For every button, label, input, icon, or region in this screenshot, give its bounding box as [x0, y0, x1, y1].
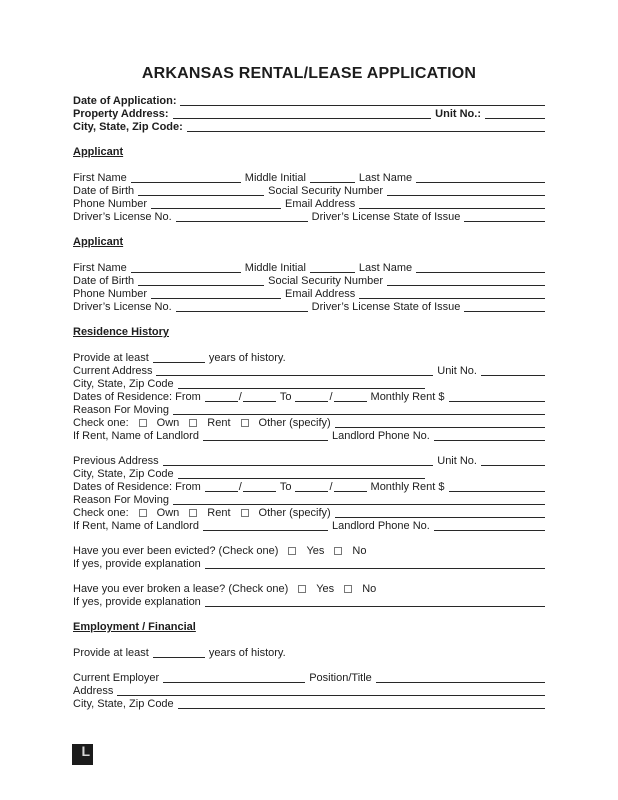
field-label: Monthly Rent $	[370, 391, 445, 403]
fill-line[interactable]	[176, 218, 308, 222]
field-label: Date of Application:	[73, 95, 177, 107]
checkbox[interactable]	[288, 547, 296, 555]
form-row	[73, 288, 545, 301]
form-row	[73, 545, 545, 558]
form-section	[73, 95, 545, 134]
field-label: Driver’s License No.	[73, 211, 172, 223]
fill-line[interactable]	[295, 398, 328, 402]
form-group	[73, 583, 545, 609]
fill-line[interactable]	[359, 295, 545, 299]
form-row	[73, 185, 545, 198]
form-section	[73, 236, 545, 314]
fill-line[interactable]	[138, 192, 264, 196]
field-label: Yes	[316, 583, 335, 595]
form-section	[73, 146, 545, 224]
form-row	[73, 211, 545, 224]
field-label: Other (specify)	[258, 417, 331, 429]
form-row	[73, 121, 545, 134]
fill-line[interactable]	[180, 102, 545, 106]
field-label: /	[329, 391, 333, 403]
form-row	[73, 391, 545, 404]
fill-line[interactable]	[173, 501, 545, 505]
checkbox[interactable]	[241, 509, 249, 517]
field-label: Monthly Rent $	[370, 481, 445, 493]
form-row	[73, 596, 545, 609]
form-group	[73, 352, 545, 443]
fill-line[interactable]	[334, 488, 367, 492]
fill-line[interactable]	[187, 128, 545, 132]
checkbox[interactable]	[189, 509, 197, 517]
fill-line[interactable]	[243, 488, 276, 492]
field-label: Phone Number	[73, 198, 147, 210]
field-label: Landlord Phone No.	[331, 430, 430, 442]
fill-line[interactable]	[205, 565, 545, 569]
fill-line[interactable]	[334, 398, 367, 402]
field-label: Property Address:	[73, 108, 169, 120]
fill-line[interactable]	[434, 527, 545, 531]
field-label: If yes, provide explanation	[73, 558, 201, 570]
field-label: Current Address	[73, 365, 153, 377]
field-label: City, State, Zip Code	[73, 698, 174, 710]
field-label: City, State, Zip Code	[73, 468, 174, 480]
form-row	[73, 583, 545, 596]
field-label: Unit No.	[437, 455, 477, 467]
field-label: Yes	[306, 545, 325, 557]
form-row	[73, 275, 545, 288]
field-label: Reason For Moving	[73, 404, 169, 416]
form-row	[73, 455, 545, 468]
field-label: No	[362, 583, 377, 595]
legal-templates-logo-icon	[72, 744, 93, 765]
form-row	[73, 95, 545, 108]
form-section	[73, 621, 545, 711]
field-label: Have you ever broken a lease? (Check one)	[73, 583, 289, 595]
form-row	[73, 365, 545, 378]
field-label: First Name	[73, 262, 127, 274]
field-label: /	[238, 481, 242, 493]
field-label: /	[238, 391, 242, 403]
field-label: Other (specify)	[258, 507, 331, 519]
field-label: Email Address	[285, 198, 356, 210]
form-row	[73, 172, 545, 185]
field-label: Driver’s License No.	[73, 301, 172, 313]
fill-line[interactable]	[203, 527, 328, 531]
fill-line[interactable]	[151, 205, 281, 209]
fill-line[interactable]	[173, 411, 545, 415]
form-section	[73, 326, 545, 609]
fill-line[interactable]	[151, 295, 281, 299]
fill-line[interactable]	[387, 192, 545, 196]
field-label: Address	[73, 685, 114, 697]
form-row	[73, 672, 545, 685]
fill-line[interactable]	[203, 437, 328, 441]
form-row	[73, 698, 545, 711]
field-label: First Name	[73, 172, 127, 184]
form-row	[73, 558, 545, 571]
field-label: Current Employer	[73, 672, 160, 684]
field-label: Last Name	[358, 262, 413, 274]
field-label: Have you ever been evicted? (Check one)	[73, 545, 279, 557]
fill-line[interactable]	[156, 372, 433, 376]
field-label: Middle Initial	[244, 172, 306, 184]
form-group	[73, 672, 545, 711]
fill-line[interactable]	[117, 692, 545, 696]
fill-line[interactable]	[205, 603, 545, 607]
form-row	[73, 647, 545, 660]
form-row	[73, 378, 545, 391]
form-row	[73, 494, 545, 507]
field-label: Provide at least	[73, 352, 149, 364]
field-label: Previous Address	[73, 455, 159, 467]
form-row	[73, 417, 545, 430]
field-label: To	[279, 481, 292, 493]
form-row	[73, 301, 545, 314]
page-title: ARKANSAS RENTAL/LEASE APPLICATION	[141, 65, 477, 82]
fill-line[interactable]	[359, 205, 545, 209]
form-row	[73, 468, 545, 481]
field-label: Date of Birth	[73, 275, 135, 287]
fill-line[interactable]	[176, 308, 308, 312]
field-label: Date of Birth	[73, 185, 135, 197]
field-label: Phone Number	[73, 288, 147, 300]
field-label: Unit No.	[437, 365, 477, 377]
field-label: City, State, Zip Code	[73, 378, 174, 390]
field-label: Dates of Residence: From	[73, 391, 201, 403]
fill-line[interactable]	[434, 437, 545, 441]
form-group	[73, 172, 545, 224]
fill-line[interactable]	[163, 462, 434, 466]
fill-line[interactable]	[205, 488, 238, 492]
field-label: Driver’s License State of Issue	[311, 301, 461, 313]
form-group	[73, 455, 545, 533]
field-label: To	[279, 391, 292, 403]
fill-line[interactable]	[376, 679, 545, 683]
fill-line[interactable]	[481, 372, 545, 376]
checkbox[interactable]	[241, 419, 249, 427]
fill-line[interactable]	[131, 179, 241, 183]
fill-line[interactable]	[464, 218, 545, 222]
section-heading: Residence History	[73, 326, 169, 338]
checkbox[interactable]	[334, 547, 342, 555]
fill-line[interactable]	[178, 475, 425, 479]
field-label: Social Security Number	[268, 185, 384, 197]
checkbox[interactable]	[344, 585, 352, 593]
fill-line[interactable]	[310, 269, 355, 273]
fill-line[interactable]	[138, 282, 264, 286]
field-label: Check one:	[73, 507, 129, 519]
field-label: /	[329, 481, 333, 493]
fill-line[interactable]	[178, 385, 425, 389]
fill-line[interactable]	[449, 398, 545, 402]
field-label: Landlord Phone No.	[331, 520, 430, 532]
form-row	[73, 430, 545, 443]
section-heading: Applicant	[73, 146, 124, 158]
checkbox[interactable]	[189, 419, 197, 427]
field-label: Middle Initial	[244, 262, 306, 274]
fill-line[interactable]	[485, 115, 545, 119]
field-label: If Rent, Name of Landlord	[73, 430, 199, 442]
form-row	[73, 481, 545, 494]
field-label: years of history.	[208, 352, 286, 364]
fill-line[interactable]	[205, 398, 238, 402]
field-label: Rent	[207, 507, 231, 519]
form-row	[73, 198, 545, 211]
form-row	[73, 404, 545, 417]
form-group	[73, 647, 545, 660]
field-label: City, State, Zip Code:	[73, 121, 183, 133]
form-group	[73, 545, 545, 571]
field-label: Own	[156, 507, 180, 519]
fill-line[interactable]	[173, 115, 432, 119]
field-label: Social Security Number	[268, 275, 384, 287]
fill-line[interactable]	[416, 179, 545, 183]
form-group	[73, 262, 545, 314]
form-row	[73, 108, 545, 121]
fill-line[interactable]	[416, 269, 545, 273]
fill-line[interactable]	[131, 269, 241, 273]
fill-line[interactable]	[464, 308, 545, 312]
fill-line[interactable]	[335, 514, 545, 518]
fill-line[interactable]	[449, 488, 545, 492]
field-label: Driver’s License State of Issue	[311, 211, 461, 223]
fill-line[interactable]	[310, 179, 355, 183]
field-label: Own	[156, 417, 180, 429]
fill-line[interactable]	[163, 679, 305, 683]
form-body	[73, 95, 545, 711]
field-label: Last Name	[358, 172, 413, 184]
form-group	[73, 95, 545, 134]
field-label: Email Address	[285, 288, 356, 300]
field-label: Rent	[207, 417, 231, 429]
form-row	[73, 507, 545, 520]
form-row	[73, 520, 545, 533]
section-heading: Applicant	[73, 236, 124, 248]
checkbox[interactable]	[139, 419, 147, 427]
fill-line[interactable]	[387, 282, 545, 286]
form-row	[73, 685, 545, 698]
field-label: No	[352, 545, 367, 557]
fill-line[interactable]	[295, 488, 328, 492]
field-label: If Rent, Name of Landlord	[73, 520, 199, 532]
fill-line[interactable]	[153, 359, 205, 363]
logo-letter: L	[81, 743, 90, 759]
field-label: Reason For Moving	[73, 494, 169, 506]
fill-line[interactable]	[243, 398, 276, 402]
fill-line[interactable]	[335, 424, 545, 428]
field-label: Dates of Residence: From	[73, 481, 201, 493]
form-row	[73, 262, 545, 275]
field-label: Provide at least	[73, 647, 149, 659]
field-label: years of history.	[208, 647, 286, 659]
field-label: Unit No.:	[435, 108, 481, 120]
field-label: If yes, provide explanation	[73, 596, 201, 608]
checkbox[interactable]	[139, 509, 147, 517]
checkbox[interactable]	[298, 585, 306, 593]
section-heading: Employment / Financial	[73, 621, 196, 633]
fill-line[interactable]	[153, 654, 205, 658]
fill-line[interactable]	[481, 462, 545, 466]
field-label: Check one:	[73, 417, 129, 429]
form-row	[73, 352, 545, 365]
field-label: Position/Title	[309, 672, 372, 684]
fill-line[interactable]	[178, 705, 545, 709]
